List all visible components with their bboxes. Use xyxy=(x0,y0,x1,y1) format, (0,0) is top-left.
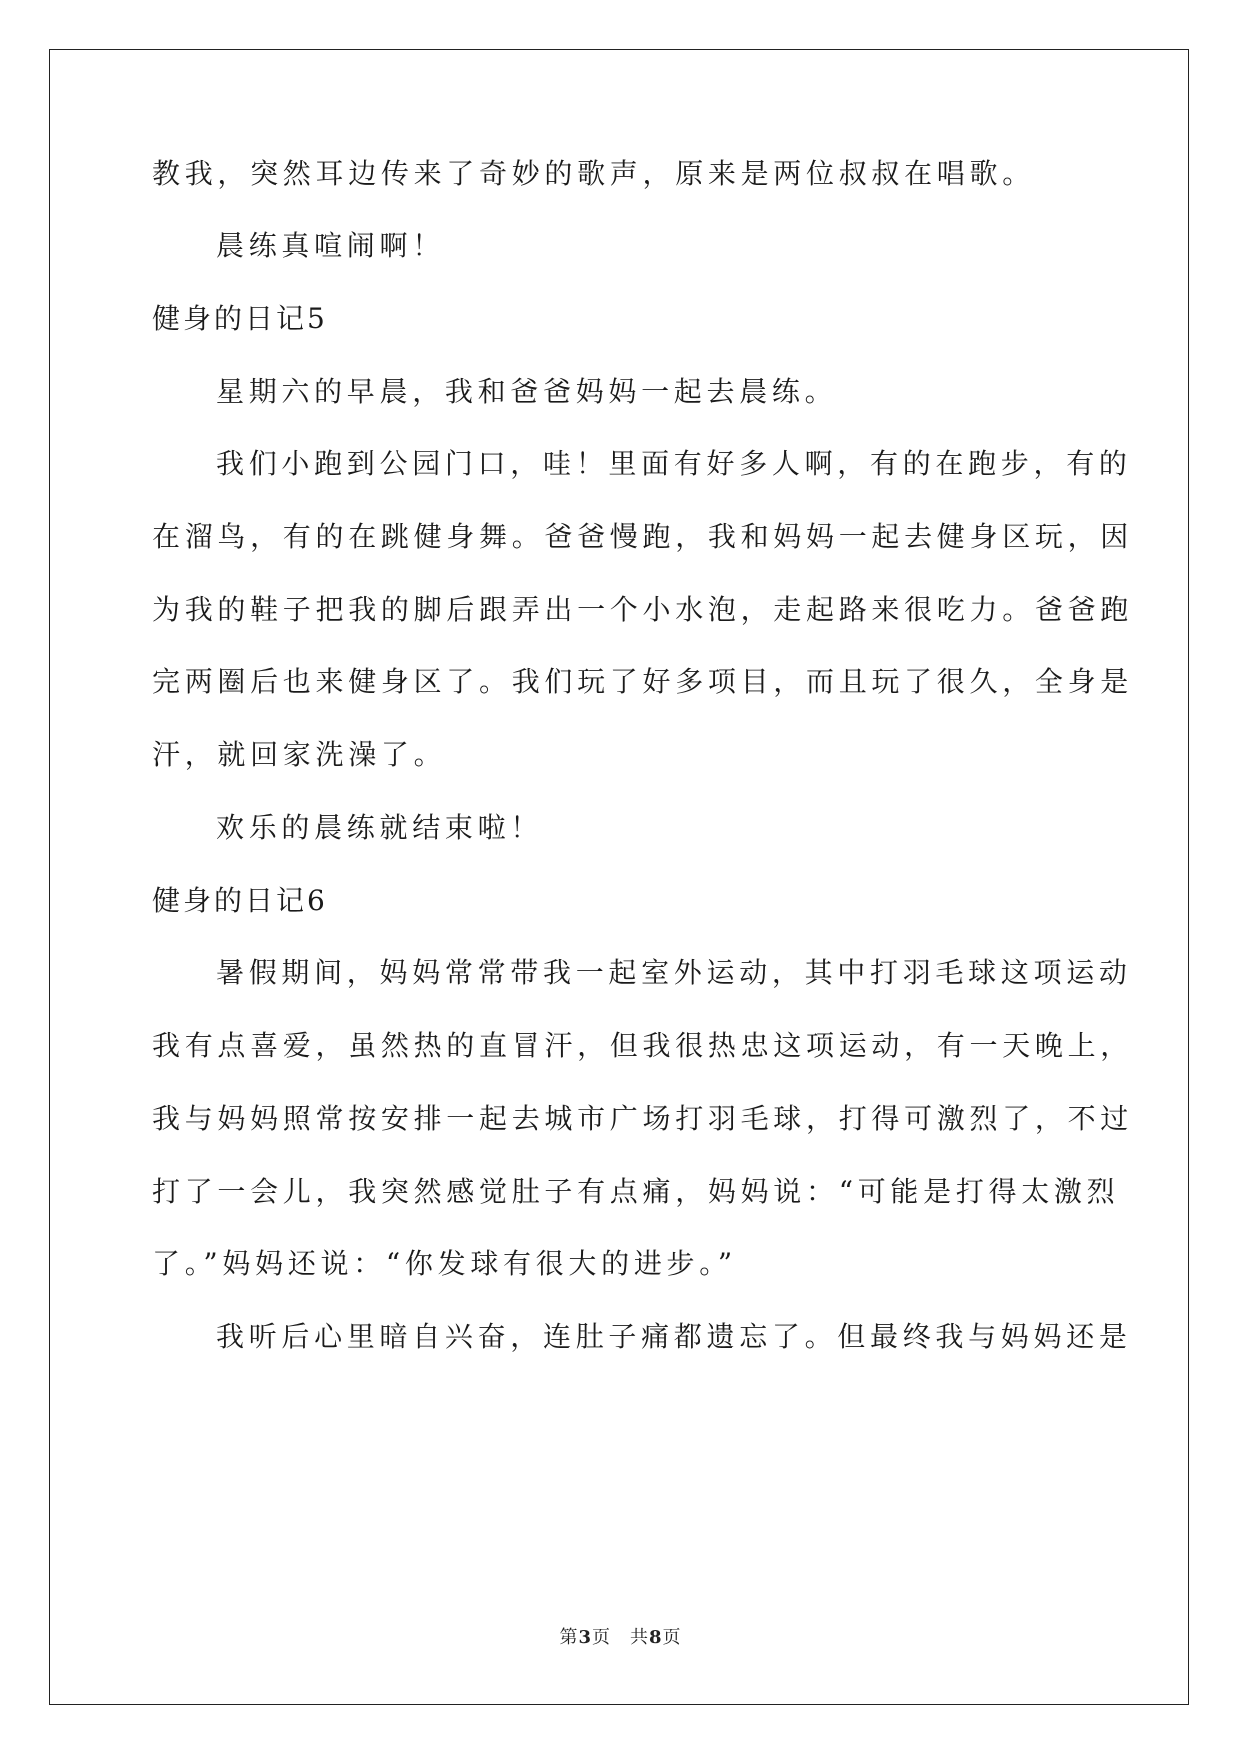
text-line: 了。”妈妈还说：“你发球有很大的进步。” xyxy=(152,1247,737,1280)
text-line: 打了一会儿，我突然感觉肚子有点痛，妈妈说：“可能是打得太激烈 xyxy=(152,1175,1120,1208)
text-line: 我与妈妈照常按安排一起去城市广场打羽毛球，打得可激烈了，不过 xyxy=(152,1102,1134,1135)
paragraph: 晨练真喧闹啊！ xyxy=(216,229,445,262)
text-line: 教我，突然耳边传来了奇妙的歌声，原来是两位叔叔在唱歌。 xyxy=(152,157,1035,190)
paragraph: 我们小跑到公园门口，哇！里面有好多人啊，有的在跑步，有的 xyxy=(216,447,1132,480)
text-line: 汗，就回家洗澡了。 xyxy=(152,738,447,771)
paragraph: 欢乐的晨练就结束啦！ xyxy=(216,811,544,844)
current-page-number: 3 xyxy=(578,1627,592,1648)
page-label-prefix: 第 xyxy=(559,1627,579,1648)
paragraph: 暑假期间，妈妈常常带我一起室外运动，其中打羽毛球这项运动 xyxy=(216,956,1132,989)
text-line: 完两圈后也来健身区了。我们玩了好多项目，而且玩了很久，全身是 xyxy=(152,665,1134,698)
page-footer xyxy=(0,1623,1241,1649)
text-line: 为我的鞋子把我的脚后跟弄出一个小水泡，走起路来很吃力。爸爸跑 xyxy=(152,593,1134,626)
text-line: 在溜鸟，有的在跳健身舞。爸爸慢跑，我和妈妈一起去健身区玩，因 xyxy=(152,520,1134,553)
section-heading: 健身的日记6 xyxy=(152,884,328,917)
paragraph: 星期六的早晨，我和爸爸妈妈一起去晨练。 xyxy=(216,375,838,408)
total-page-number: 8 xyxy=(649,1627,663,1648)
section-heading: 健身的日记5 xyxy=(152,302,328,335)
page-label-suffix: 页 xyxy=(662,1627,682,1648)
page-border xyxy=(49,49,1189,1705)
page-label-mid: 页 共 xyxy=(592,1627,649,1648)
text-line: 我有点喜爱，虽然热的直冒汗，但我很热忠这项运动，有一天晚上， xyxy=(152,1029,1134,1062)
paragraph: 我听后心里暗自兴奋，连肚子痛都遗忘了。但最终我与妈妈还是 xyxy=(216,1320,1132,1353)
